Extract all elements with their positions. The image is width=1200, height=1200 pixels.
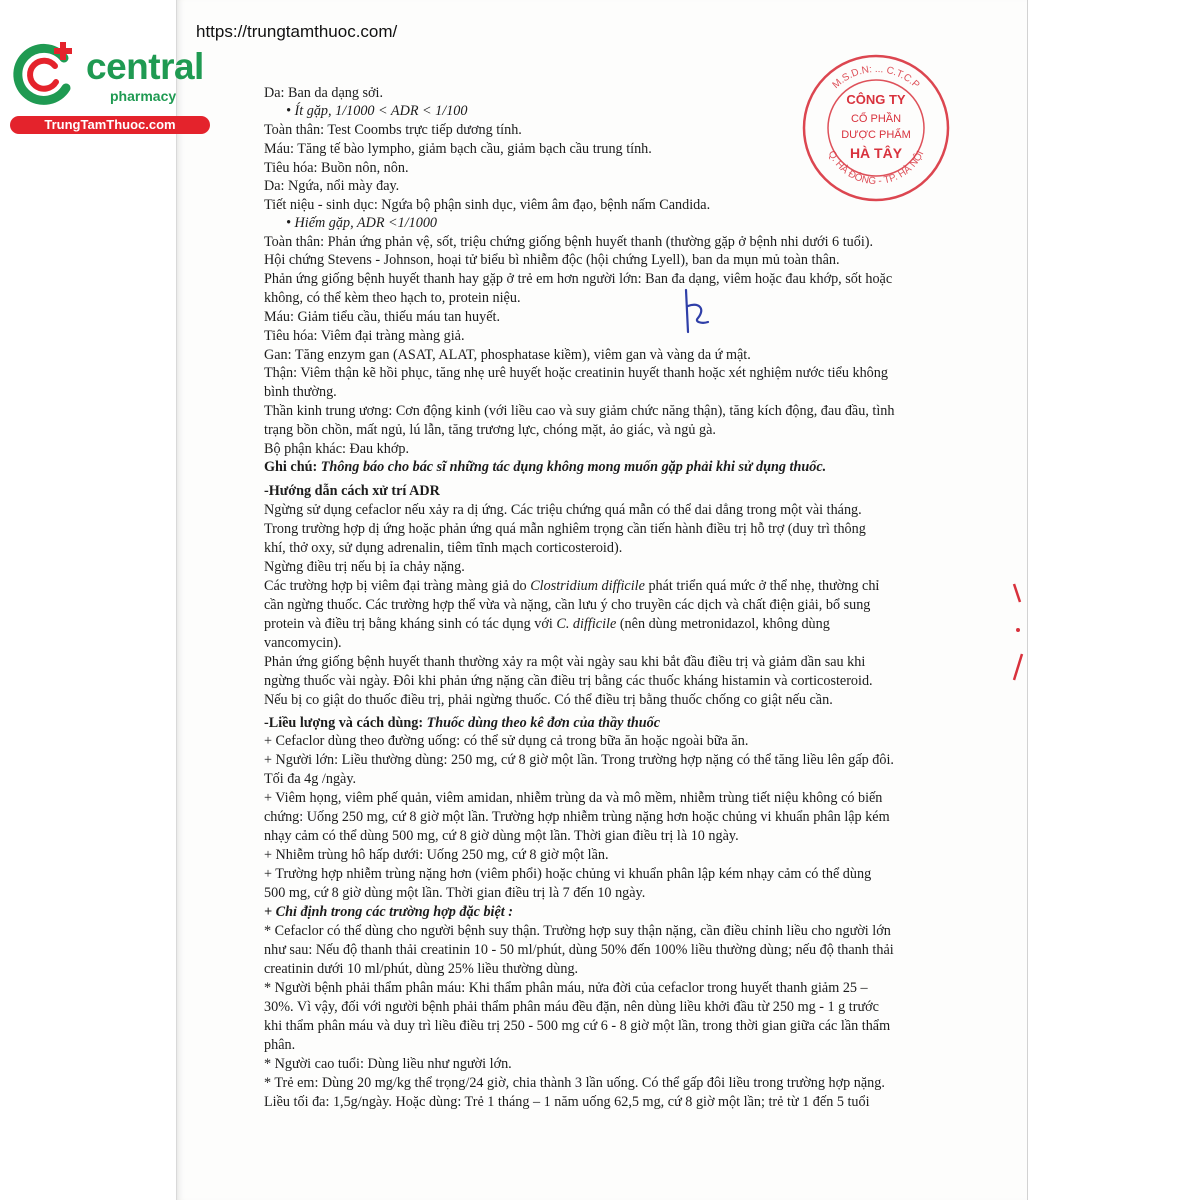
doc-line: Hội chứng Stevens - Johnson, hoại tử biểu bì nhiễm độc (hội chứng Lyell), ban da mụn mủ toàn thân. [264,252,840,268]
svg-text:M.S.D.N: ... C.T.C.P [831,64,922,91]
doc-line: chứng: Uống 250 mg, cứ 8 giờ một lần. Trường hợp nhiễm trùng nặng hơn hoặc chủng vi khuẩn phân lập kém [264,809,890,825]
doc-line: Tiết niệu - sinh dục: Ngứa bộ phận sinh dục, viêm âm đạo, bệnh nấm Candida. [264,197,711,213]
doc-line: khi thẩm phân máu và duy trì liều điều trị 250 - 500 mg cứ 6 - 8 giờ một lần, trong thời gian giữa các lần thẩm [264,1018,891,1034]
section-subtitle: Thuốc dùng theo kê đơn của thầy thuốc [426,715,661,731]
doc-line: Hiếm gặp, ADR <1/1000 [294,215,438,231]
central-pharmacy-logo[interactable] [10,36,215,136]
section-title: -Liều lượng và cách dùng: [264,715,424,731]
doc-line: Phản ứng giống bệnh huyết thanh hay gặp ở trẻ em hơn người lớn: Ban đa dạng, viêm hoặc đau khớp, sốt hoặc [264,271,893,287]
signature-mark [676,288,716,336]
doc-fragment: (nên dùng metronidazol, không dùng [619,616,830,632]
doc-line: Toàn thân: Phản ứng phản vệ, sốt, triệu chứng giống bệnh huyết thanh (thường gặp ở bệnh nhi dưới 6 tuổi). [264,234,874,250]
logo-site-band: TrungTamThuoc.com [10,116,210,134]
doc-bullet-heading: • Hiếm gặp, ADR <1/1000 [286,215,438,231]
doc-line: * Người cao tuổi: Dùng liều như người lớn. [264,1056,512,1072]
doc-line: Tiêu hóa: Buồn nôn, nôn. [264,160,409,176]
doc-line: Trong trường hợp dị ứng hoặc phản ứng quá mẫn nghiêm trọng cần tiến hành điều trị hỗ trợ (duy trì thông [264,521,866,537]
doc-line: ngừng thuốc vài ngày. Đôi khi phản ứng nặng cần điều trị bằng các thuốc kháng histamin và corticosteroid. [264,673,873,689]
doc-line: + Người lớn: Liều thường dùng: 250 mg, cứ 8 giờ một lần. Trong trường hợp nặng có thể tăng liều lên gấp đôi. [264,752,894,768]
doc-line: Toàn thân: Test Coombs trực tiếp dương tính. [264,122,522,138]
doc-line [264,577,879,595]
doc-line: creatinin dưới 10 ml/phút, dùng 25% liều thường dùng. [264,961,579,977]
doc-line: Da: Ngứa, nổi mày đay. [264,178,400,194]
doc-line: trạng bồn chồn, mất ngủ, lú lẫn, tăng trương lực, chóng mặt, ảo giác, và ngủ gà. [264,422,716,438]
doc-line: * Người bệnh phải thẩm phân máu: Khi thẩm phân máu, nửa đời của cefaclor trong huyết thanh giảm 25 – [264,980,868,996]
doc-line: không, có thể kèm theo hạch to, protein niệu. [264,290,521,306]
margin-stamp-fragment [1006,580,1030,690]
doc-line: + Viêm họng, viêm phế quản, viêm amidan, nhiễm trùng da và mô mềm, nhiễm trùng tiết niệu không có biến [264,790,883,806]
doc-line: bình thường. [264,384,337,400]
doc-line [264,615,830,633]
stamp-ring-top: M.S.D.N: ... C.T.C.P [830,63,922,91]
stamp-line-1: CÔNG TY [846,92,906,107]
doc-line: Tối đa 4g /ngày. [264,771,357,787]
doc-line: Ngừng điều trị nếu bị ỉa chảy nặng. [264,559,465,575]
doc-line: vancomycin). [264,635,342,651]
stamp-line-4: HÀ TÂY [849,145,903,161]
doc-line: Ít gặp, 1/1000 < ADR < 1/100 [294,103,468,119]
doc-fragment-italic: Clostridium difficile [530,578,645,594]
doc-fragment: protein và điều trị bằng kháng sinh có tác dụng với [264,616,553,632]
stamp-line-3: DƯỢC PHẨM [841,129,911,141]
doc-line: Máu: Tăng tế bào lympho, giảm bạch cầu, giảm bạch cầu trung tính. [264,141,652,157]
doc-fragment-italic: C. difficile [556,616,617,632]
note-text: Thông báo cho bác sĩ những tác dụng không mong muốn gặp phải khi sử dụng thuốc. [320,459,827,475]
doc-line: + Cefaclor dùng theo đường uống: có thể sử dụng cả trong bữa ăn hoặc ngoài bữa ăn. [264,733,749,749]
logo-subtitle: pharmacy [110,88,177,104]
doc-line: nhạy cảm có thể dùng 500 mg, cứ 8 giờ dùng một lần. Thời gian điều trị là 10 ngày. [264,828,739,844]
doc-line: Phản ứng giống bệnh huyết thanh thường xảy ra một vài ngày sau khi bắt đầu điều trị và giảm dần sau khi [264,654,866,670]
doc-line: Bộ phận khác: Đau khớp. [264,441,410,457]
doc-line: * Trẻ em: Dùng 20 mg/kg thể trọng/24 giờ, chia thành 3 lần uống. Có thể gấp đôi liều trong trường hợp nặng. [264,1075,885,1091]
doc-line: Nếu bị co giật do thuốc điều trị, phải ngừng thuốc. Có thể điều trị bằng thuốc chống co giật nếu cần. [264,692,833,708]
note-label: Ghi chú: [264,459,318,475]
logo-mark-icon [10,36,82,112]
subsection-heading: + Chỉ định trong các trường hợp đặc biệt : [264,904,513,920]
section-heading-adr: -Hướng dẫn cách xử trí ADR [264,483,440,499]
doc-line: phân. [264,1037,296,1053]
doc-line: Tiêu hóa: Viêm đại tràng màng giả. [264,328,465,344]
doc-line: * Cefaclor có thể dùng cho người bệnh suy thận. Trường hợp suy thận nặng, cần điều chỉnh liều cho người lớn [264,923,891,939]
doc-line: Da: Ban da dạng sởi. [264,85,384,101]
doc-fragment: Các trường hợp bị viêm đại tràng màng giả do [264,578,527,594]
stamp-line-2: CỔ PHẦN [850,113,902,125]
section-heading-dosage [264,714,660,732]
logo-wordmark: central [86,46,204,87]
doc-line: 500 mg, cứ 8 giờ dùng một lần. Thời gian điều trị là 7 đến 10 ngày. [264,885,646,901]
doc-line: Máu: Giảm tiểu cầu, thiếu máu tan huyết. [264,309,500,325]
source-url[interactable]: https://trungtamthuoc.com/ [196,22,398,41]
company-stamp [800,52,952,204]
doc-line: + Nhiễm trùng hô hấp dưới: Uống 250 mg, cứ 8 giờ một lần. [264,847,609,863]
doc-note-line [264,458,826,476]
doc-line: Gan: Tăng enzym gan (ASAT, ALAT, phosphatase kiềm), viêm gan và vàng da ứ mật. [264,347,751,363]
doc-line: 30%. Vì vậy, đối với người bệnh phải thẩm phân máu đều đặn, nên dùng liều khởi đầu từ 250 mg - 1 g trước [264,999,879,1015]
doc-line: + Trường hợp nhiễm trùng nặng hơn (viêm phổi) hoặc chủng vi khuẩn phân lập kém nhạy cảm có thể dùng [264,866,872,882]
doc-line: Thận: Viêm thận kẽ hồi phục, tăng nhẹ urê huyết hoặc creatinin huyết thanh hoặc xét nghiệm nước tiểu không [264,365,888,381]
doc-line: cần ngừng thuốc. Các trường hợp thể vừa và nặng, cần lưu ý cho truyền các dịch và chất điện giải, bổ sung [264,597,871,613]
doc-line: Thần kinh trung ương: Cơn động kinh (với liều cao và suy giảm chức năng thận), tăng kích động, đau đầu, tình [264,403,895,419]
doc-fragment: phát triển quá mức ở thể nhẹ, thường chỉ [648,578,880,594]
doc-line: như sau: Nếu độ thanh thải creatinin 10 - 50 ml/phút, dùng 50% đến 100% liều thường dùng; nếu độ thanh thải [264,942,894,958]
doc-bullet-heading: • Ít gặp, 1/1000 < ADR < 1/100 [286,103,468,119]
stamp-ring-bottom: Q. HÀ ĐÔNG - TP. HÀ NỘI [825,149,927,188]
doc-line: Ngừng sử dụng cefaclor nếu xảy ra dị ứng. Các triệu chứng quá mẫn có thể dai dẳng trong một vài tháng. [264,502,862,518]
doc-line: Liều tối đa: 1,5g/ngày. Hoặc dùng: Trẻ 1 tháng – 1 năm uống 62,5 mg, cứ 8 giờ một lần; trẻ từ 1 đến 5 tuổi [264,1094,870,1110]
doc-line: khí, thở oxy, sử dụng adrenalin, tiêm tĩnh mạch corticosteroid). [264,540,623,556]
